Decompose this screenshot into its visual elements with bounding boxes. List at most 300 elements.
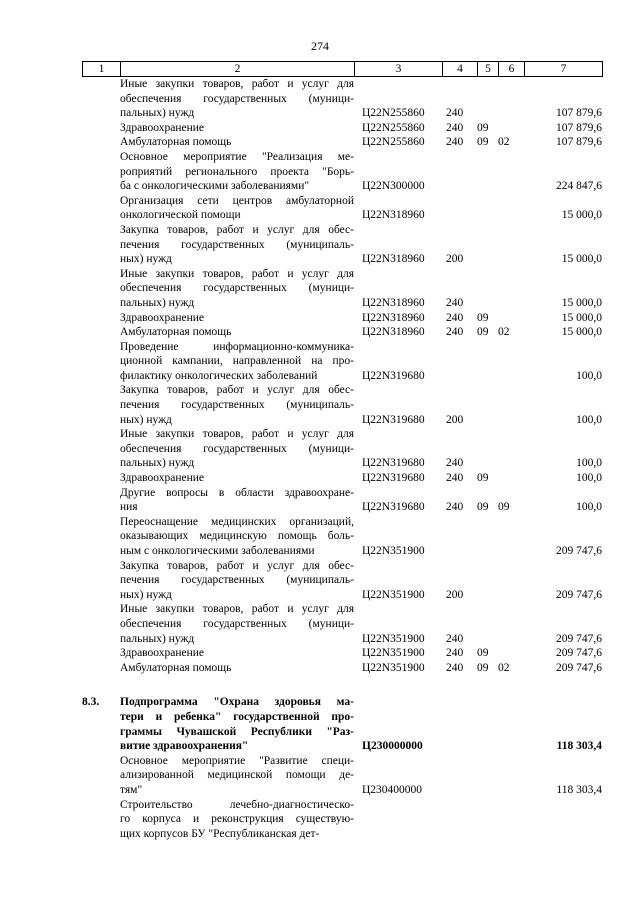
row-rz xyxy=(477,559,498,574)
table-row-line xyxy=(82,573,602,588)
row-rz xyxy=(477,529,498,544)
row-sum xyxy=(524,754,602,769)
row-vr: 200 xyxy=(446,413,464,426)
row-vr xyxy=(442,768,477,783)
row-vr xyxy=(442,77,477,92)
row-sum xyxy=(524,812,602,827)
row-rz xyxy=(477,768,498,783)
row-vr xyxy=(442,529,477,544)
row-code xyxy=(354,515,442,530)
row-number xyxy=(82,710,120,725)
row-sum: 118 303,4 xyxy=(556,783,602,796)
row-rz xyxy=(477,456,498,471)
row-sum: 118 303,4 xyxy=(556,740,602,753)
row-sum: 100,0 xyxy=(576,457,602,470)
row-name-line: роприятий регионального проекта "Борь- xyxy=(120,165,354,178)
row-code xyxy=(354,768,442,783)
row-name-line: ных) нужд xyxy=(120,253,172,266)
row-number xyxy=(82,121,120,136)
row-pr xyxy=(498,354,524,369)
table-row-line xyxy=(82,500,602,515)
row-pr xyxy=(498,573,524,588)
row-sum xyxy=(524,340,602,355)
row-pr xyxy=(498,238,524,253)
row-name-line: ба с онкологическими заболеваниями" xyxy=(120,180,310,193)
table-row-line xyxy=(82,135,602,150)
row-code: Ц22N351900 xyxy=(362,661,425,674)
row-sum xyxy=(524,515,602,530)
row-vr xyxy=(442,544,477,559)
table-row-line xyxy=(82,150,602,165)
row-pr xyxy=(498,725,524,740)
row-vr xyxy=(442,725,477,740)
row-vr xyxy=(442,442,477,457)
row-pr xyxy=(498,559,524,574)
table-row-line xyxy=(82,695,602,710)
table-row-line xyxy=(82,427,602,442)
row-name-line: Другие вопросы в области здравоохране- xyxy=(120,486,354,499)
row-name-line: щих корпусов БУ "Республиканская дет- xyxy=(120,827,320,840)
row-rz xyxy=(477,544,498,559)
table-row-line xyxy=(82,267,602,282)
row-sum: 107 879,6 xyxy=(556,121,602,134)
row-rz xyxy=(477,77,498,92)
row-code xyxy=(354,281,442,296)
row-name-line: Переоснащение медицинских организаций, xyxy=(120,515,354,528)
row-code: Ц230000000 xyxy=(362,740,423,753)
row-name-line: пальных) нужд xyxy=(120,107,195,120)
row-pr xyxy=(498,617,524,632)
row-rz: 09 xyxy=(477,501,489,514)
row-number xyxy=(82,725,120,740)
table-row-line xyxy=(82,486,602,501)
row-rz xyxy=(477,194,498,209)
row-rz xyxy=(477,165,498,180)
row-sum: 100,0 xyxy=(576,472,602,485)
row-vr xyxy=(442,710,477,725)
row-vr xyxy=(442,798,477,813)
row-sum: 209 747,6 xyxy=(556,632,602,645)
row-sum xyxy=(524,92,602,107)
row-number xyxy=(82,296,120,311)
row-code xyxy=(354,827,442,842)
row-code: Ц22N351900 xyxy=(362,647,425,660)
row-pr xyxy=(498,281,524,296)
row-sum xyxy=(524,602,602,617)
row-name-line: Иные закупки товаров, работ и услуг для xyxy=(120,267,354,280)
row-vr xyxy=(442,515,477,530)
row-pr xyxy=(498,442,524,457)
row-sum xyxy=(524,710,602,725)
row-sum: 209 747,6 xyxy=(556,588,602,601)
table-row-line xyxy=(82,725,602,740)
row-number xyxy=(82,768,120,783)
row-number xyxy=(82,340,120,355)
row-pr xyxy=(498,754,524,769)
row-sum: 15 000,0 xyxy=(561,209,602,222)
row-code xyxy=(354,383,442,398)
row-code xyxy=(354,194,442,209)
row-code xyxy=(354,150,442,165)
row-name-line: пальных) нужд xyxy=(120,457,195,470)
row-vr: 240 xyxy=(446,661,464,674)
row-code: Ц22N318960 xyxy=(362,326,425,339)
row-rz: 09 xyxy=(477,647,489,660)
row-rz xyxy=(477,208,498,223)
row-rz: 09 xyxy=(477,472,489,485)
row-name-line: Иные закупки товаров, работ и услуг для xyxy=(120,78,354,90)
table-row-line xyxy=(82,354,602,369)
row-name-line: обеспечения государственных (муници- xyxy=(120,92,354,105)
row-rz: 09 xyxy=(477,121,489,134)
row-number xyxy=(82,252,120,267)
row-number xyxy=(82,588,120,603)
row-number xyxy=(82,179,120,194)
row-vr xyxy=(442,695,477,710)
table-row-line xyxy=(82,544,602,559)
row-pr xyxy=(498,588,524,603)
row-number xyxy=(82,783,120,798)
row-vr xyxy=(442,827,477,842)
column-header-1: 1 xyxy=(83,62,121,77)
table-row-line xyxy=(82,617,602,632)
row-sum: 107 879,6 xyxy=(556,136,602,149)
row-vr xyxy=(442,267,477,282)
row-name-line: Закупка товаров, работ и услуг для обес- xyxy=(120,384,354,397)
table-row-line xyxy=(82,121,602,136)
row-vr xyxy=(442,165,477,180)
row-code: Ц22N319680 xyxy=(362,501,425,514)
row-vr: 240 xyxy=(446,121,464,134)
table-row-line xyxy=(82,812,602,827)
row-number xyxy=(82,602,120,617)
row-number xyxy=(82,413,120,428)
row-number xyxy=(82,442,120,457)
row-code xyxy=(354,695,442,710)
row-sum xyxy=(524,281,602,296)
table-row-line xyxy=(82,456,602,471)
row-name-line: Подпрограмма "Охрана здоровья ма- xyxy=(120,696,354,709)
row-rz xyxy=(477,739,498,754)
table-row-line xyxy=(82,710,602,725)
row-sum xyxy=(524,559,602,574)
row-vr: 240 xyxy=(446,632,464,645)
row-vr xyxy=(442,783,477,798)
row-pr xyxy=(498,413,524,428)
row-vr xyxy=(442,427,477,442)
row-number xyxy=(82,632,120,647)
row-code: Ц22N319680 xyxy=(362,457,425,470)
row-vr xyxy=(442,617,477,632)
row-code xyxy=(354,754,442,769)
row-number xyxy=(82,646,120,661)
row-sum xyxy=(524,529,602,544)
column-header-3: 3 xyxy=(355,62,443,77)
row-vr xyxy=(442,194,477,209)
row-sum xyxy=(524,383,602,398)
row-rz xyxy=(477,252,498,267)
table-row-line xyxy=(82,783,602,798)
row-name-line: ния xyxy=(120,501,138,514)
table-row-line xyxy=(82,632,602,647)
row-name-line: Закупка товаров, работ и услуг для обес- xyxy=(120,559,354,572)
row-number xyxy=(82,135,120,150)
row-vr: 240 xyxy=(446,472,464,485)
row-rz xyxy=(477,150,498,165)
row-name-line: Здравоохранение xyxy=(120,472,205,485)
row-pr: 02 xyxy=(498,136,510,149)
row-sum: 100,0 xyxy=(576,501,602,514)
row-name-line: пальных) нужд xyxy=(120,632,195,645)
table-row-line xyxy=(82,223,602,238)
row-rz xyxy=(477,515,498,530)
row-vr xyxy=(442,754,477,769)
row-number xyxy=(82,739,120,754)
row-pr xyxy=(498,179,524,194)
row-name-line: ализированной медицинской помощи де- xyxy=(120,769,354,782)
row-rz xyxy=(477,602,498,617)
row-number xyxy=(82,383,120,398)
row-name-line: обеспечения государственных (муници- xyxy=(120,282,354,295)
row-rz xyxy=(477,798,498,813)
row-sum xyxy=(524,486,602,501)
table-row-line xyxy=(82,798,602,813)
table-row-line xyxy=(82,602,602,617)
row-sum xyxy=(524,695,602,710)
budget-table-body xyxy=(82,77,602,841)
table-row-line xyxy=(82,661,602,676)
row-name-line: оказывающих медицинскую помощь боль- xyxy=(120,530,354,543)
row-number xyxy=(82,515,120,530)
row-sum: 15 000,0 xyxy=(561,296,602,309)
row-sum: 100,0 xyxy=(576,369,602,382)
row-rz xyxy=(477,695,498,710)
row-name-line: го корпуса и реконструкция существую- xyxy=(120,813,354,826)
column-header-5: 5 xyxy=(478,62,499,77)
row-pr xyxy=(498,646,524,661)
row-rz xyxy=(477,812,498,827)
row-code: Ц22N318960 xyxy=(362,311,425,324)
row-name-line: ционной кампании, направленной на про- xyxy=(120,355,354,368)
row-vr xyxy=(442,573,477,588)
row-rz xyxy=(477,383,498,398)
row-rz xyxy=(477,617,498,632)
table-row-line xyxy=(82,165,602,180)
row-pr xyxy=(498,296,524,311)
table-row-line xyxy=(82,559,602,574)
row-code xyxy=(354,798,442,813)
row-code: Ц22N255860 xyxy=(362,107,425,120)
row-pr xyxy=(498,369,524,384)
table-row-line xyxy=(82,340,602,355)
column-header-row xyxy=(82,61,603,77)
row-code xyxy=(354,529,442,544)
row-code: Ц22N351900 xyxy=(362,632,425,645)
row-rz xyxy=(477,783,498,798)
row-code xyxy=(354,92,442,107)
table-row-line xyxy=(82,754,602,769)
row-name-line: Иные закупки товаров, работ и услуг для xyxy=(120,428,354,441)
row-pr xyxy=(498,812,524,827)
row-name-line: ным с онкологическими заболеваниями xyxy=(120,545,315,557)
row-vr xyxy=(442,602,477,617)
row-sum xyxy=(524,573,602,588)
table-row-line xyxy=(82,238,602,253)
row-code xyxy=(354,165,442,180)
row-code: Ц22N318960 xyxy=(362,253,425,266)
row-number xyxy=(82,311,120,326)
row-name-line: Здравоохранение xyxy=(120,647,205,660)
row-vr: 240 xyxy=(446,457,464,470)
table-row-line xyxy=(82,398,602,413)
row-number xyxy=(82,208,120,223)
row-sum xyxy=(524,768,602,783)
column-header-6: 6 xyxy=(499,62,525,77)
row-number xyxy=(82,223,120,238)
row-code xyxy=(354,602,442,617)
row-pr xyxy=(498,121,524,136)
row-code xyxy=(354,427,442,442)
row-code: Ц22N319680 xyxy=(362,413,425,426)
row-number xyxy=(82,77,120,92)
row-number xyxy=(82,573,120,588)
row-vr: 240 xyxy=(446,296,464,309)
table-row-line xyxy=(82,768,602,783)
row-vr xyxy=(442,92,477,107)
row-sum xyxy=(524,617,602,632)
row-vr xyxy=(442,383,477,398)
row-name-line: печения государственных (муниципаль- xyxy=(120,238,354,251)
row-vr xyxy=(442,369,477,384)
row-vr xyxy=(442,486,477,501)
row-sum xyxy=(524,150,602,165)
row-number xyxy=(82,544,120,559)
row-pr xyxy=(498,398,524,413)
column-header-2: 2 xyxy=(121,62,355,77)
row-code xyxy=(354,710,442,725)
row-number xyxy=(82,267,120,282)
row-vr xyxy=(442,739,477,754)
row-pr xyxy=(498,632,524,647)
row-number xyxy=(82,798,120,813)
table-row-line xyxy=(82,442,602,457)
row-vr: 240 xyxy=(446,311,464,324)
section-gap xyxy=(82,675,602,695)
row-rz xyxy=(477,827,498,842)
row-pr xyxy=(498,544,524,559)
row-sum: 209 747,6 xyxy=(556,647,602,660)
row-number xyxy=(82,559,120,574)
row-vr: 240 xyxy=(446,647,464,660)
row-rz xyxy=(477,281,498,296)
row-rz xyxy=(477,296,498,311)
row-name-line: Основное мероприятие "Реализация ме- xyxy=(120,150,354,163)
row-pr xyxy=(498,768,524,783)
row-pr xyxy=(498,150,524,165)
row-vr xyxy=(442,223,477,238)
row-name-line: Амбулаторная помощь xyxy=(120,661,232,674)
row-name-line: Амбулаторная помощь xyxy=(120,136,232,149)
row-vr xyxy=(442,238,477,253)
table-row-line xyxy=(82,588,602,603)
row-code xyxy=(354,267,442,282)
row-sum: 224 847,6 xyxy=(556,180,602,193)
table-row-line xyxy=(82,92,602,107)
row-rz: 09 xyxy=(477,311,489,324)
row-sum xyxy=(524,354,602,369)
table-row-line xyxy=(82,77,602,92)
row-number xyxy=(82,281,120,296)
row-pr xyxy=(498,798,524,813)
row-pr xyxy=(498,208,524,223)
row-rz: 09 xyxy=(477,136,489,149)
row-pr xyxy=(498,165,524,180)
row-number xyxy=(82,150,120,165)
row-name-line: обеспечения государственных (муници- xyxy=(120,442,354,455)
row-number xyxy=(82,354,120,369)
table-row-line xyxy=(82,281,602,296)
table-row-line xyxy=(82,325,602,340)
table-row-line xyxy=(82,252,602,267)
row-sum xyxy=(524,223,602,238)
row-code xyxy=(354,573,442,588)
row-code: Ц22N300000 xyxy=(362,180,425,193)
table-row-line xyxy=(82,471,602,486)
row-vr xyxy=(442,398,477,413)
row-name-line: Организация сети центров амбулаторной xyxy=(120,194,354,207)
row-pr xyxy=(498,340,524,355)
row-sum xyxy=(524,427,602,442)
row-name-line: ных) нужд xyxy=(120,413,172,426)
row-code xyxy=(354,354,442,369)
row-code: Ц22N351900 xyxy=(362,588,425,601)
table-row-line xyxy=(82,383,602,398)
row-rz xyxy=(477,725,498,740)
row-number xyxy=(82,529,120,544)
row-number xyxy=(82,486,120,501)
row-pr xyxy=(498,739,524,754)
table-row-line xyxy=(82,827,602,842)
row-pr xyxy=(498,77,524,92)
row-number xyxy=(82,165,120,180)
row-pr: 02 xyxy=(498,661,510,674)
row-sum xyxy=(524,442,602,457)
table-row-line xyxy=(82,208,602,223)
row-sum xyxy=(524,77,602,92)
row-code: Ц22N319680 xyxy=(362,472,425,485)
row-number xyxy=(82,106,120,121)
row-rz xyxy=(477,427,498,442)
row-vr: 200 xyxy=(446,588,464,601)
row-number xyxy=(82,617,120,632)
row-number xyxy=(82,92,120,107)
table-row-line xyxy=(82,515,602,530)
row-pr xyxy=(498,427,524,442)
row-name-line: печения государственных (муниципаль- xyxy=(120,574,354,587)
row-code: Ц22N318960 xyxy=(362,209,425,222)
row-number xyxy=(82,325,120,340)
row-rz xyxy=(477,238,498,253)
table-row-line xyxy=(82,529,602,544)
row-code xyxy=(354,77,442,92)
row-code: Ц22N319680 xyxy=(362,369,425,382)
row-sum xyxy=(524,165,602,180)
row-rz xyxy=(477,106,498,121)
row-rz xyxy=(477,340,498,355)
row-rz xyxy=(477,223,498,238)
row-vr xyxy=(442,559,477,574)
table-row-line xyxy=(82,296,602,311)
